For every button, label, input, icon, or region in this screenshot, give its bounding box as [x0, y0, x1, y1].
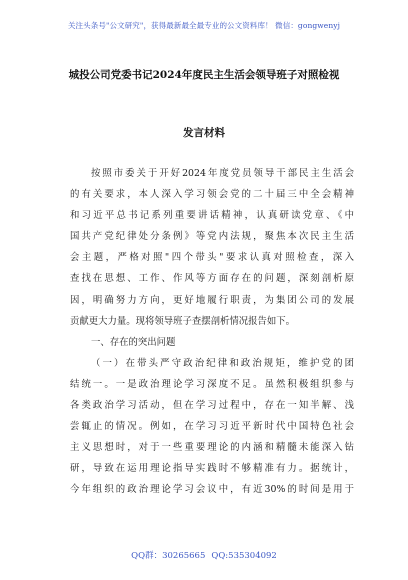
body-line: 尝辄止的情况。例如，在学习习近平新时代中国特色社会: [70, 421, 354, 433]
document-subtitle: 发言材料: [183, 127, 225, 139]
section-heading: 一、存在的突出问题: [91, 336, 176, 348]
body-line: 结统一。一是政治理论学习深度不足。虽然积极组织参与: [70, 378, 354, 390]
footer-qq-group: QQ群：30265665: [131, 551, 206, 561]
body-line: 查找在思想、工作、作风等方面存在的问题，深刻剖析原: [70, 273, 354, 285]
document-title: 城投公司党委书记2024年度民主生活会领导班子对照检视: [68, 69, 340, 81]
body-line: 的有关要求，本人深入学习领会党的二十届三中全会精神: [70, 189, 354, 201]
footer-qq-number: QQ:535304092: [211, 551, 277, 561]
body-line: 主义思想时，对于一些重要理论的内涵和精髓未能深入钻: [70, 442, 354, 454]
body-line: 研，导致在运用理论指导实践时不够精准有力。据统计，: [70, 463, 354, 475]
body-line: 国共产党纪律处分条例》等党内法规，聚焦本次民主生活: [70, 231, 354, 243]
footer-contact: [0, 549, 408, 561]
body-line: 今年组织的政治理论学习会议中，有近30%的时间是用于: [70, 484, 354, 496]
body-line: 按照市委关于开好2024年度党员领导干部民主生活会: [91, 168, 354, 179]
body-line: 贡献更大力量。现将领导班子查摆剖析情况报告如下。: [70, 315, 296, 327]
document-body: [70, 163, 354, 501]
body-line: 各类政治学习活动，但在学习过程中，存在一知半解、浅: [70, 400, 354, 412]
body-line: 和习近平总书记系列重要讲话精神，认真研读党章、《中: [70, 210, 354, 222]
body-line: 因，明确努力方向，更好地履行职责，为集团公司的发展: [70, 294, 354, 306]
body-line: 会主题，严格对照"四个带头"要求认真对照检查，深入: [70, 252, 354, 264]
header-banner: 关注头条号"公文研究"，获得最新最全最专业的公文资料库！ 微信：gongwenyj: [67, 21, 341, 30]
body-line: （一）在带头严守政治纪律和政治规矩，维护党的团: [91, 357, 354, 369]
